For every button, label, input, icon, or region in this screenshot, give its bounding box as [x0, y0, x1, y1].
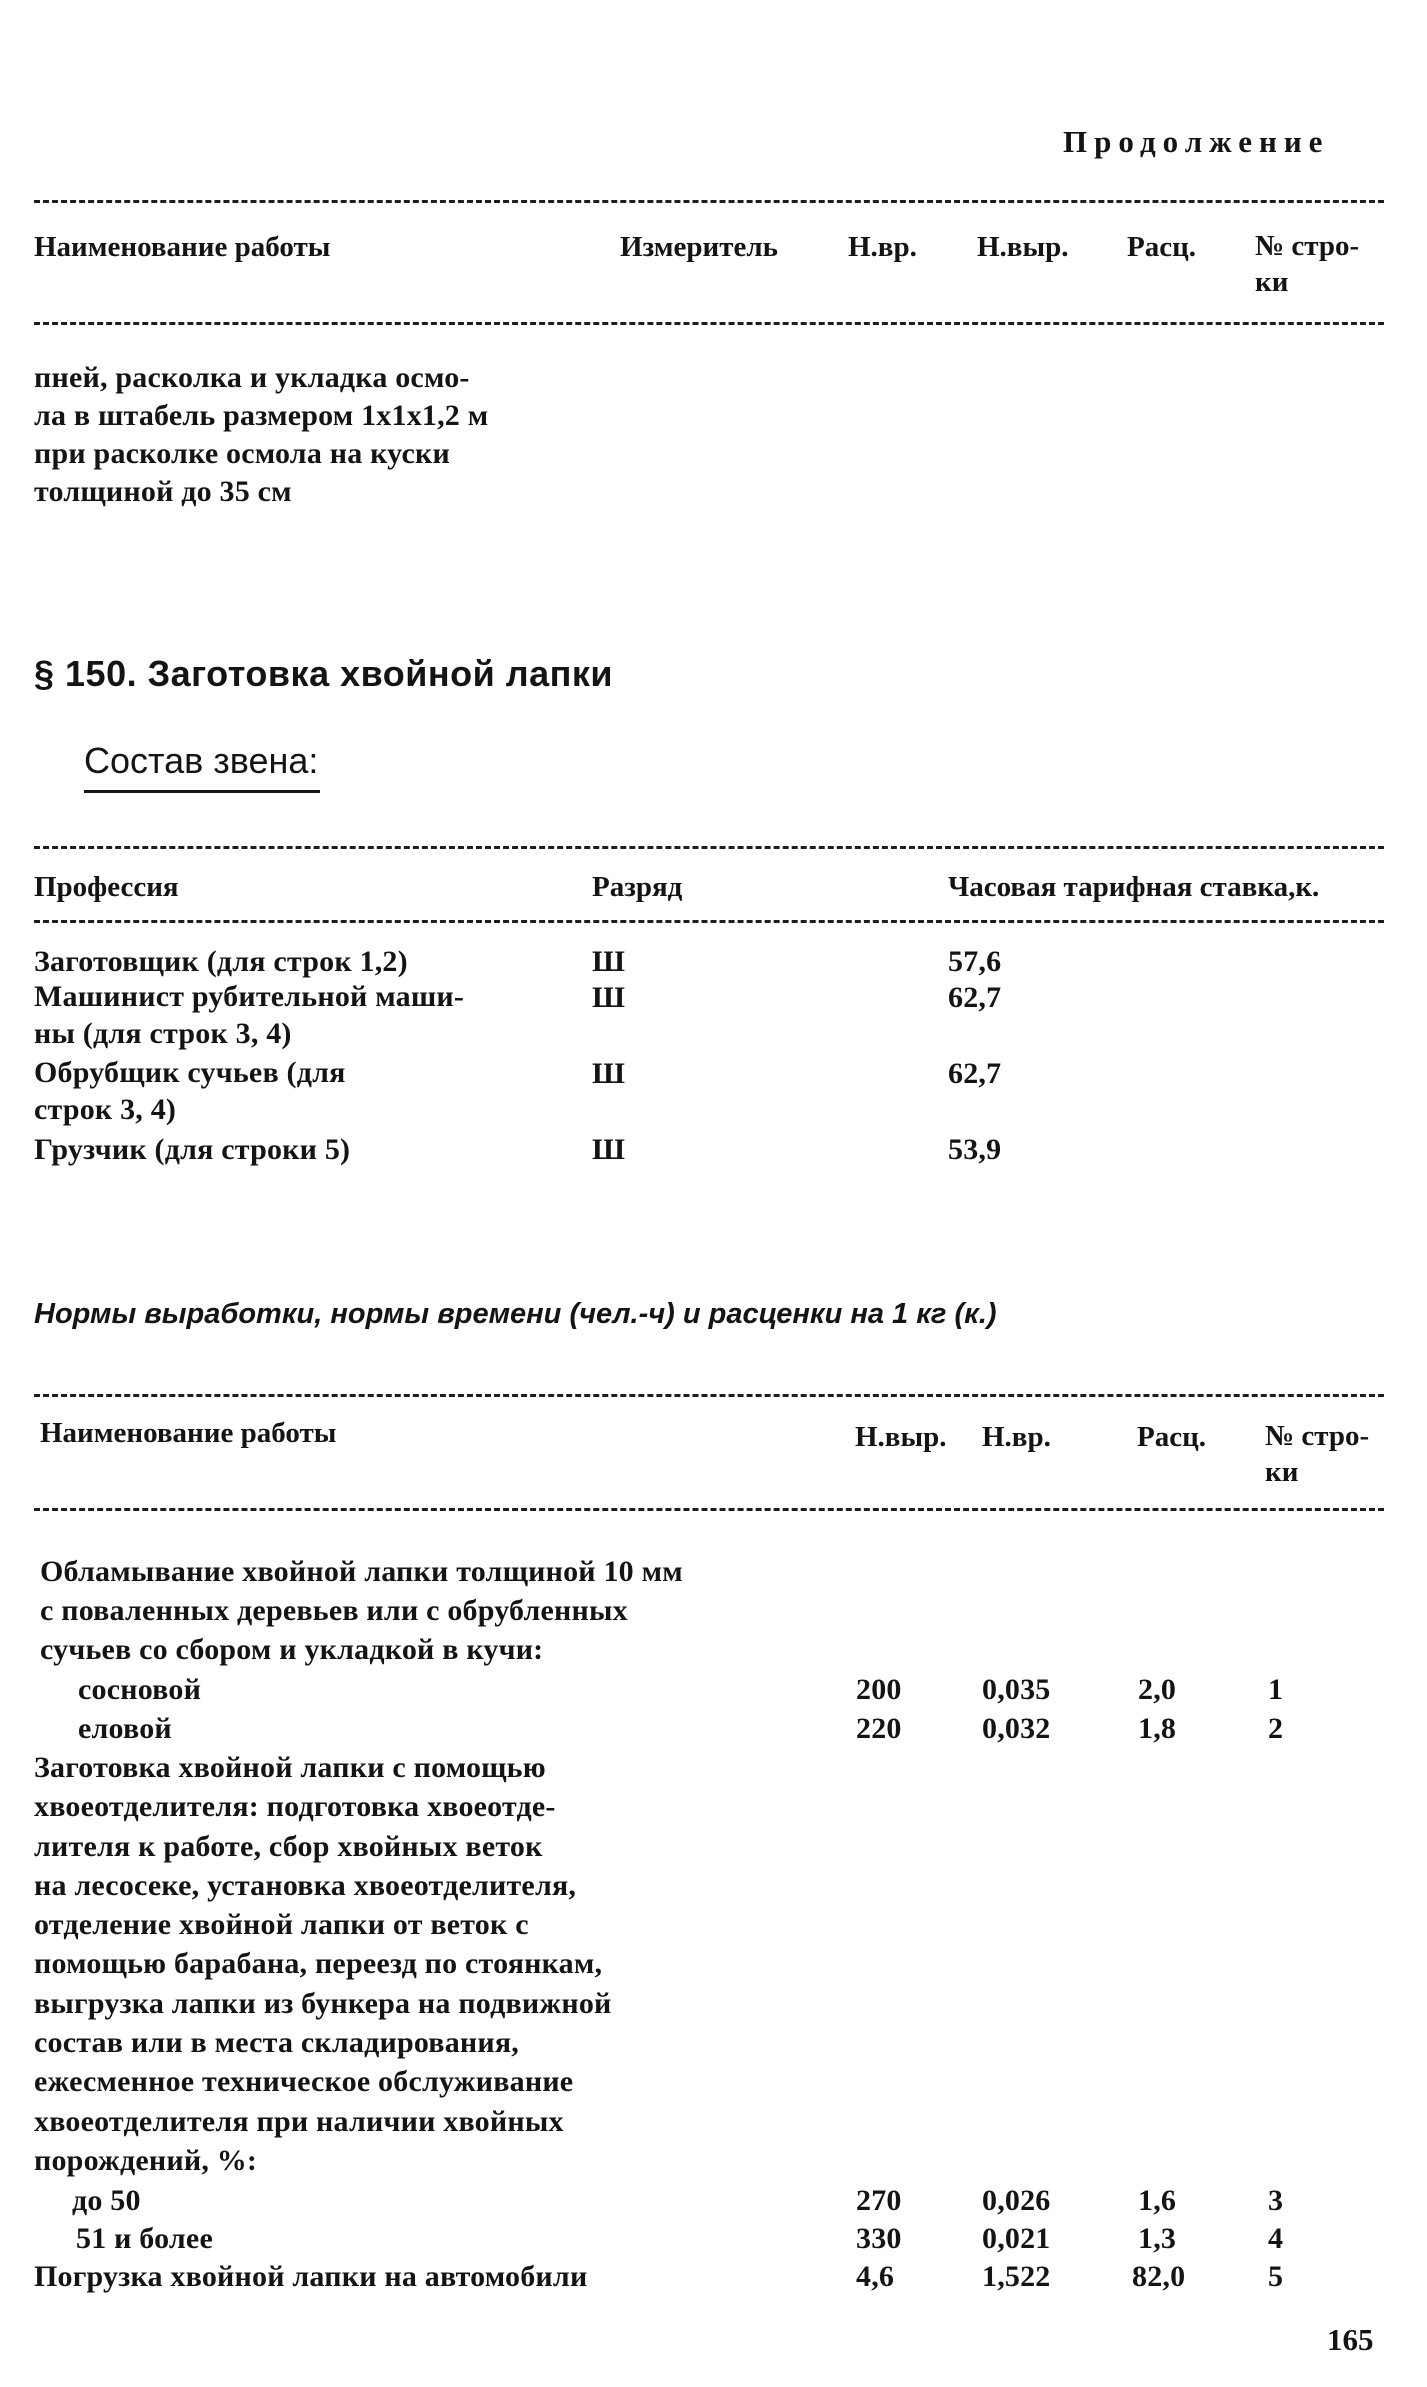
table1-top-rule — [34, 200, 1384, 203]
table2-row-name: Погрузка хвойной лапки на автомобили — [34, 2260, 588, 2293]
table2-row-number: 5 — [1268, 2260, 1284, 2293]
crew-row-rate: 62,7 — [948, 1057, 1002, 1090]
crew-header-grade: Разряд — [592, 871, 683, 903]
table1-line: толщиной до 35 см — [34, 475, 292, 508]
table2-row-nvr: 1,522 — [982, 2260, 1051, 2293]
table2-row-nvr: 0,032 — [982, 1712, 1051, 1745]
table2-row-nvyr: 270 — [856, 2184, 902, 2217]
crew-row-grade: Ш — [592, 981, 626, 1014]
table1-header-nvyr: Н.выр. — [977, 231, 1069, 263]
table1-header-row: № стро- ки — [1255, 230, 1360, 298]
table2-top-rule — [34, 1394, 1384, 1397]
table2-header-nvr: Н.вр. — [982, 1421, 1051, 1453]
crew-row-rate: 57,6 — [948, 945, 1002, 978]
table2-row-number: 3 — [1268, 2184, 1284, 2217]
table1-header-unit: Измеритель — [620, 231, 778, 263]
table2-row-nvyr: 4,6 — [856, 2260, 895, 2293]
table1-header-rasc: Расц. — [1127, 231, 1197, 263]
table1-header-nvr: Н.вр. — [848, 231, 917, 263]
table2-header-nvyr: Н.выр. — [855, 1421, 947, 1453]
table2-row-rasc: 2,0 — [1138, 1673, 1177, 1706]
crew-row-grade: Ш — [592, 945, 626, 978]
crew-row-rate: 62,7 — [948, 981, 1002, 1014]
section-title: § 150. Заготовка хвойной лапки — [34, 653, 614, 694]
table2-row-name: еловой — [78, 1712, 172, 1745]
table2-row-rasc: 1,6 — [1138, 2184, 1177, 2217]
table2-header-row: № стро- ки — [1265, 1420, 1370, 1488]
table2-row-rasc: 1,8 — [1138, 1712, 1177, 1745]
table1-line: пней, расколка и укладка осмо- — [34, 361, 470, 394]
crew-row-profession: Заготовщик (для строк 1,2) — [34, 945, 408, 978]
crew-header-rate: Часовая тарифная ставка,к. — [948, 871, 1320, 903]
table1-bottom-rule — [34, 322, 1384, 325]
table1-line: при расколке осмола на куски — [34, 437, 450, 470]
table2-row-rasc: 1,3 — [1138, 2222, 1177, 2255]
table2-row-number: 1 — [1268, 1673, 1284, 1706]
table2-header-name: Наименование работы — [40, 1417, 337, 1449]
table2-row-nvyr: 220 — [856, 1712, 902, 1745]
table2-row-nvyr: 200 — [856, 1673, 902, 1706]
table2-description: Заготовка хвойной лапки с помощью хвоеотделителя: подготовка хвоеотде- лителя к работе, сбор хвойных веток на лесосеке, установка хвоеотделителя, отделение хвойной лапки от веток с помощью барабана, переезд по стоянкам, выгрузка лапки из бункера на подвижной состав или в места складирования, ежесменное техническое обслуживание хвоеотделителя при наличии хвойных порождений, %: — [34, 1751, 612, 2177]
crew-row-profession: Обрубщик сучьев (для строк 3, 4) — [34, 1056, 346, 1126]
crew-row-grade: Ш — [592, 1133, 626, 1166]
crew-top-rule — [34, 846, 1384, 849]
table2-description: Обламывание хвойной лапки толщиной 10 мм с поваленных деревьев или с обрубленных сучьев со сбором и укладкой в кучи: — [40, 1555, 683, 1666]
table2-row-name: до 50 — [72, 2184, 141, 2217]
table1-header-name: Наименование работы — [34, 231, 331, 263]
crew-heading-underline — [84, 790, 320, 793]
table2-header-rule — [34, 1508, 1384, 1511]
page-number: 165 — [1327, 2322, 1374, 2357]
table2-row-nvyr: 330 — [856, 2222, 902, 2255]
table2-row-nvr: 0,026 — [982, 2184, 1051, 2217]
crew-row-profession: Грузчик (для строки 5) — [34, 1133, 351, 1166]
continuation-label: Продолжение — [1063, 124, 1330, 159]
crew-row-grade: Ш — [592, 1057, 626, 1090]
table2-row-name: сосновой — [78, 1673, 202, 1706]
crew-row-rate: 53,9 — [948, 1133, 1002, 1166]
table2-row-rasc: 82,0 — [1132, 2260, 1186, 2293]
table2-row-nvr: 0,035 — [982, 1673, 1051, 1706]
table2-row-number: 4 — [1268, 2222, 1284, 2255]
table2-row-name: 51 и более — [76, 2222, 213, 2255]
norms-caption: Нормы выработки, нормы времени (чел.-ч) и расценки на 1 кг (к.) — [34, 1298, 997, 1330]
crew-row-profession: Машинист рубительной маши- ны (для строк 3, 4) — [34, 980, 465, 1050]
table2-row-number: 2 — [1268, 1712, 1284, 1745]
crew-header-rule — [34, 920, 1384, 923]
table2-row-nvr: 0,021 — [982, 2222, 1051, 2255]
table1-line: ла в штабель размером 1x1x1,2 м — [34, 399, 489, 432]
table2-header-rasc: Расц. — [1137, 1421, 1207, 1453]
crew-heading: Состав звена: — [84, 740, 319, 781]
crew-header-profession: Профессия — [34, 871, 179, 903]
